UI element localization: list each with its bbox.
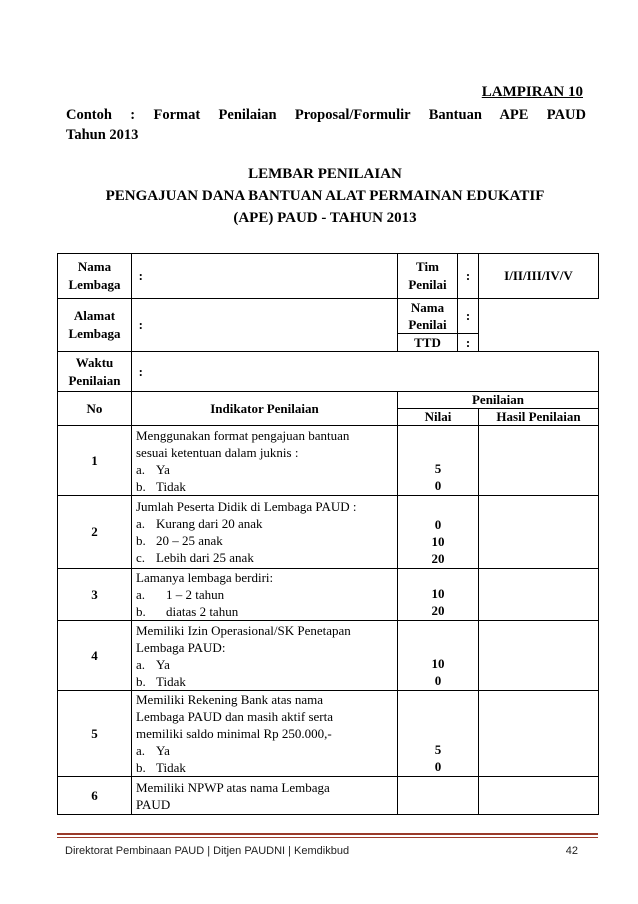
score-value: 20 [431, 551, 445, 566]
indicator-rows [58, 426, 599, 815]
assessment-table [57, 253, 599, 815]
option-key: b. [136, 604, 146, 619]
indicator-text [132, 621, 398, 691]
heading-line-2: PENGAJUAN DANA BANTUAN ALAT PERMAINAN EDUKATIF [105, 188, 545, 204]
indicator-line: Memiliki Izin Operasional/SK Penetapan [136, 622, 351, 638]
table-row [58, 621, 599, 691]
colon: : [458, 334, 479, 352]
score-values [398, 569, 479, 621]
row-number: 3 [58, 569, 132, 621]
option-key: b. [136, 533, 146, 548]
score-value: 0 [434, 517, 442, 532]
header-indikator: Indikator Penilaian [132, 392, 398, 426]
option-value: Tidak [156, 673, 186, 689]
score-value: 5 [434, 461, 442, 476]
indicator-line: sesuai ketentuan dalam juknis : [136, 444, 299, 460]
indicator-line: memiliki saldo minimal Rp 250.000,- [136, 726, 332, 741]
indicator-text [132, 496, 398, 569]
nama-penilai-field[interactable] [479, 299, 599, 352]
indicator-line: Memiliki Rekening Bank atas nama [136, 692, 324, 707]
option-value: Tidak [156, 760, 186, 775]
colon: : [132, 299, 150, 352]
score-value: 10 [431, 586, 445, 601]
row-number: 5 [58, 691, 132, 777]
nama-lembaga-label: Nama Lembaga [58, 254, 132, 299]
score-value: 0 [434, 478, 442, 493]
score-values [398, 496, 479, 569]
indicator-option [136, 586, 394, 603]
option-value: 1 – 2 tahun [166, 587, 225, 602]
score-value: 0 [434, 673, 442, 688]
option-value: Lebih dari 25 anak [156, 550, 254, 565]
assessment-result-field[interactable] [479, 426, 599, 496]
nama-penilai-label: Nama Penilai [398, 299, 458, 334]
indicator-text [132, 426, 398, 496]
score-value: 10 [431, 656, 445, 671]
row-number: 6 [58, 777, 132, 815]
indicator-option [136, 532, 394, 549]
header-penilaian: Penilaian [398, 392, 599, 409]
option-value: Kurang dari 20 anak [156, 516, 263, 531]
heading-line-3: (APE) PAUD - TAHUN 2013 [233, 210, 417, 226]
indicator-line: Lembaga PAUD dan masih aktif serta [136, 709, 333, 724]
assessment-result-field[interactable] [479, 496, 599, 569]
alamat-lembaga-field[interactable] [150, 299, 398, 352]
page-footer [57, 833, 598, 861]
assessment-result-field[interactable] [479, 691, 599, 777]
table-row [58, 426, 599, 496]
score-values [398, 777, 479, 815]
row-number: 1 [58, 426, 132, 496]
document-heading [60, 163, 590, 229]
assessment-result-field[interactable] [479, 569, 599, 621]
indicator-option [136, 549, 394, 566]
footer-rule [57, 837, 598, 838]
table-row [58, 496, 599, 569]
indicator-option [136, 478, 394, 495]
indicator-option [136, 603, 394, 620]
waktu-penilaian-label: Waktu Penilaian [58, 352, 132, 392]
assessment-result-field[interactable] [479, 621, 599, 691]
indicator-option [136, 742, 394, 759]
alamat-lembaga-row-a [58, 299, 599, 334]
option-key: a. [136, 516, 146, 531]
score-values [398, 621, 479, 691]
indicator-line: PAUD [136, 796, 171, 812]
header-no: No [58, 392, 132, 426]
row-number: 2 [58, 496, 132, 569]
option-key: b. [136, 478, 146, 494]
option-key: a. [136, 587, 146, 602]
assessment-result-field[interactable] [479, 777, 599, 815]
indicator-line: Memiliki NPWP atas nama Lembaga [136, 779, 330, 795]
indicator-option [136, 515, 394, 532]
footer-text: Direktorat Pembinaan PAUD | Ditjen PAUDNI | Kemdikbud [65, 845, 350, 857]
table-row [58, 777, 599, 815]
option-value: Ya [156, 461, 170, 477]
score-values [398, 691, 479, 777]
indicator-option [136, 673, 394, 690]
indicator-option [136, 656, 394, 673]
heading-line-1: LEMBAR PENILAIAN [248, 166, 402, 182]
indicator-line: Jumlah Peserta Didik di Lembaga PAUD : [136, 499, 357, 514]
tim-penilai-label: Tim Penilai [398, 254, 458, 299]
row-number: 4 [58, 621, 132, 691]
header-nilai: Nilai [398, 409, 479, 426]
colon: : [458, 299, 479, 334]
table-row [58, 569, 599, 621]
indicator-option [136, 461, 394, 478]
option-value: diatas 2 tahun [166, 604, 239, 619]
option-key: a. [136, 461, 146, 477]
option-value: Tidak [156, 478, 186, 494]
option-value: Ya [156, 656, 170, 672]
option-key: c. [136, 550, 146, 565]
nama-lembaga-row [58, 254, 599, 299]
indicator-line: Lembaga PAUD: [136, 639, 226, 655]
example-caption-line-2: Tahun 2013 [66, 127, 139, 143]
waktu-penilaian-row [58, 352, 599, 392]
score-value: 0 [434, 759, 442, 774]
option-key: a. [136, 743, 146, 758]
appendix-label: LAMPIRAN 10 [481, 84, 583, 100]
page-number: 42 [565, 845, 578, 857]
colon: : [132, 254, 150, 299]
tim-penilai-options: I/II/III/IV/V [479, 254, 599, 299]
waktu-penilaian-field[interactable] [150, 352, 599, 392]
indicator-text [132, 569, 398, 621]
example-caption-line-1: Contoh : Format Penilaian Proposal/Formulir Bantuan APE PAUD [66, 107, 586, 123]
option-value: 20 – 25 anak [156, 533, 223, 548]
ttd-label: TTD [398, 334, 458, 352]
example-caption [66, 105, 586, 145]
score-value: 5 [434, 742, 442, 757]
indicator-option [136, 759, 394, 776]
indicator-line: Menggunakan format pengajuan bantuan [136, 427, 350, 443]
nama-lembaga-field[interactable] [150, 254, 398, 299]
indicator-text [132, 777, 398, 815]
alamat-lembaga-label: Alamat Lembaga [58, 299, 132, 352]
table-row [58, 691, 599, 777]
table-header-row-1 [58, 392, 599, 409]
score-value: 20 [431, 603, 445, 618]
option-key: a. [136, 656, 146, 672]
indicator-line: Lamanya lembaga berdiri: [136, 570, 274, 585]
option-key: b. [136, 673, 146, 689]
colon: : [458, 254, 479, 299]
option-value: Ya [156, 743, 170, 758]
indicator-text [132, 691, 398, 777]
header-hasil: Hasil Penilaian [479, 409, 599, 426]
option-key: b. [136, 760, 146, 775]
colon: : [132, 352, 150, 392]
score-value: 10 [431, 534, 445, 549]
score-values [398, 426, 479, 496]
